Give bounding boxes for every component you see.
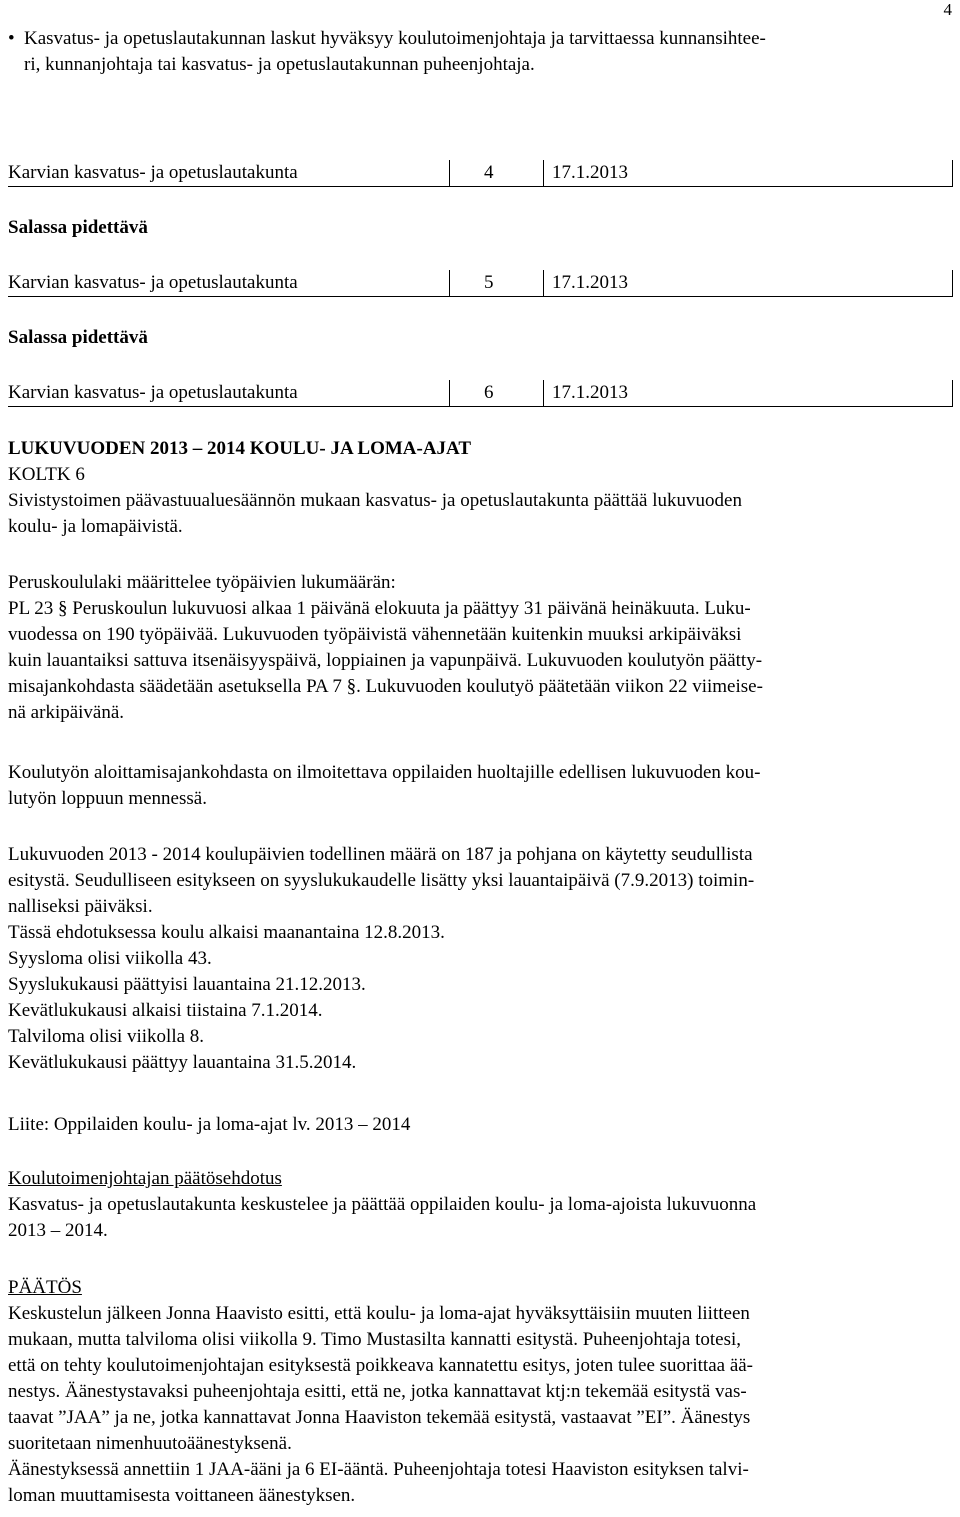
- section-title: LUKUVUODEN 2013 – 2014 KOULU- JA LOMA-AJAT: [8, 438, 472, 459]
- paragraph-line: PL 23 § Peruskoulun lukuvuosi alkaa 1 päivänä elokuuta ja päättyy 31 päivänä heinäkuuta. Luku-: [8, 598, 751, 619]
- intro-line: Sivistystoimen päävastuualuesäännön mukaan kasvatus- ja opetuslautakunta päättää lukuvuoden: [8, 490, 742, 511]
- section-reference: KOLTK 6: [8, 464, 85, 485]
- decision-line: mukaan, mutta talviloma olisi viikolla 9. Timo Mustasilta kannatti esitystä. Puheenjohtaja totesi,: [8, 1329, 742, 1350]
- paragraph-line: Tässä ehdotuksessa koulu alkaisi maanantaina 12.8.2013.: [8, 922, 445, 943]
- decision-line: taavat ”JAA” ja ne, jotka kannattavat Jonna Haaviston tekemää esitystä, vastaavat ”EI”. Äänestys: [8, 1407, 751, 1428]
- minutes-header-row: [8, 160, 953, 187]
- paragraph-line: Talviloma olisi viikolla 8.: [8, 1026, 205, 1047]
- page-number: 4: [943, 0, 952, 19]
- header-date: 17.1.2013: [543, 380, 628, 406]
- header-date: 17.1.2013: [543, 270, 628, 296]
- minutes-header-row: [8, 270, 953, 297]
- header-organization: Karvian kasvatus- ja opetuslautakunta: [8, 382, 298, 403]
- header-section-number: 5: [449, 270, 494, 296]
- attachment-note: Liite: Oppilaiden koulu- ja loma-ajat lv. 2013 – 2014: [8, 1114, 411, 1135]
- decision-block: [8, 1275, 948, 1509]
- decision-line: nestys. Äänestystavaksi puheenjohtaja esitti, että ne, jotka kannattavat ktj:n tekemää esitystä vas-: [8, 1381, 747, 1402]
- header-section-number: 4: [449, 160, 494, 186]
- decision-line: suoritetaan nimenhuutoäänestyksenä.: [8, 1433, 292, 1454]
- minutes-header-row: [8, 380, 953, 407]
- decision-line: Keskustelun jälkeen Jonna Haavisto esitti, että koulu- ja loma-ajat hyväksyttäisiin muuten liitteen: [8, 1303, 750, 1324]
- paragraph-law: [8, 570, 948, 726]
- header-section-number: 6: [449, 380, 494, 406]
- bullet-item: [8, 26, 948, 78]
- decision-line: loman muuttamisesta voittaneen äänestyksen.: [8, 1485, 356, 1506]
- paragraph-line: nä arkipäivänä.: [8, 702, 125, 723]
- paragraph-line: nalliseksi päiväksi.: [8, 896, 153, 917]
- paragraph-line: lutyön loppuun mennessä.: [8, 788, 207, 809]
- decision-line: että on tehty koulutoimenjohtajan esityksestä poikkeava kannatettu esitys, joten tulee suorittaa ää-: [8, 1355, 754, 1376]
- paragraph-schedule: [8, 842, 948, 1076]
- paragraph-line: kuin lauantaiksi sattuva itsenäisyyspäivä, loppiainen ja vapunpäivä. Lukuvuoden koulutyön päätty-: [8, 650, 763, 671]
- bullet-line: ri, kunnanjohtaja tai kasvatus- ja opetuslautakunnan puheenjohtaja.: [24, 54, 535, 75]
- paragraph-line: Syysloma olisi viikolla 43.: [8, 948, 212, 969]
- paragraph-line: misajankohdasta säädetään asetuksella PA 7 §. Lukuvuoden koulutyö päätetään viikon 22 viimeise-: [8, 676, 763, 697]
- proposal-line: 2013 – 2014.: [8, 1220, 108, 1241]
- paragraph-line: vuodessa on 190 työpäivää. Lukuvuoden työpäivistä vähennetään kuitenkin muuksi arkipäiväksi: [8, 624, 742, 645]
- paragraph-line: Koulutyön aloittamisajankohdasta on ilmoitettava oppilaiden huoltajille edellisen lukuvuoden kou-: [8, 762, 761, 783]
- proposal-line: Kasvatus- ja opetuslautakunta keskustelee ja päättää oppilaiden koulu- ja loma-ajoista lukuvuonna: [8, 1194, 757, 1215]
- intro-line: koulu- ja lomapäivistä.: [8, 516, 183, 537]
- section-block: [8, 436, 948, 540]
- paragraph-line: Lukuvuoden 2013 - 2014 koulupäivien todellinen määrä on 187 ja pohjana on käytetty seudullista: [8, 844, 753, 865]
- header-organization: Karvian kasvatus- ja opetuslautakunta: [8, 272, 298, 293]
- header-organization: Karvian kasvatus- ja opetuslautakunta: [8, 162, 298, 183]
- decision-heading: PÄÄTÖS: [8, 1277, 82, 1298]
- decision-line: Äänestyksessä annettiin 1 JAA-ääni ja 6 EI-ääntä. Puheenjohtaja totesi Haaviston esityksen talvi-: [8, 1459, 749, 1480]
- paragraph-line: Syyslukukausi päättyisi lauantaina 21.12.2013.: [8, 974, 366, 995]
- bullet-line: Kasvatus- ja opetuslautakunnan laskut hyväksyy koulutoimenjohtaja ja tarvittaessa kunnansihtee-: [24, 28, 766, 49]
- paragraph-line: Peruskoululaki määrittelee työpäivien lukumäärän:: [8, 572, 396, 593]
- paragraph-line: esitystä. Seudulliseen esitykseen on syyslukukaudelle lisätty yksi lauantaipäivä (7.9.2013) toimin-: [8, 870, 755, 891]
- confidential-label: Salassa pidettävä: [8, 217, 148, 238]
- confidential-label: Salassa pidettävä: [8, 327, 148, 348]
- proposal-block: [8, 1166, 948, 1244]
- paragraph-line: Kevätlukukausi alkaisi tiistaina 7.1.2014.: [8, 1000, 323, 1021]
- paragraph-start-notice: [8, 760, 948, 812]
- proposal-heading: Koulutoimenjohtajan päätösehdotus: [8, 1168, 282, 1189]
- bullet-dot-icon: •: [8, 28, 15, 49]
- paragraph-line: Kevätlukukausi päättyy lauantaina 31.5.2014.: [8, 1052, 357, 1073]
- header-date: 17.1.2013: [543, 160, 628, 186]
